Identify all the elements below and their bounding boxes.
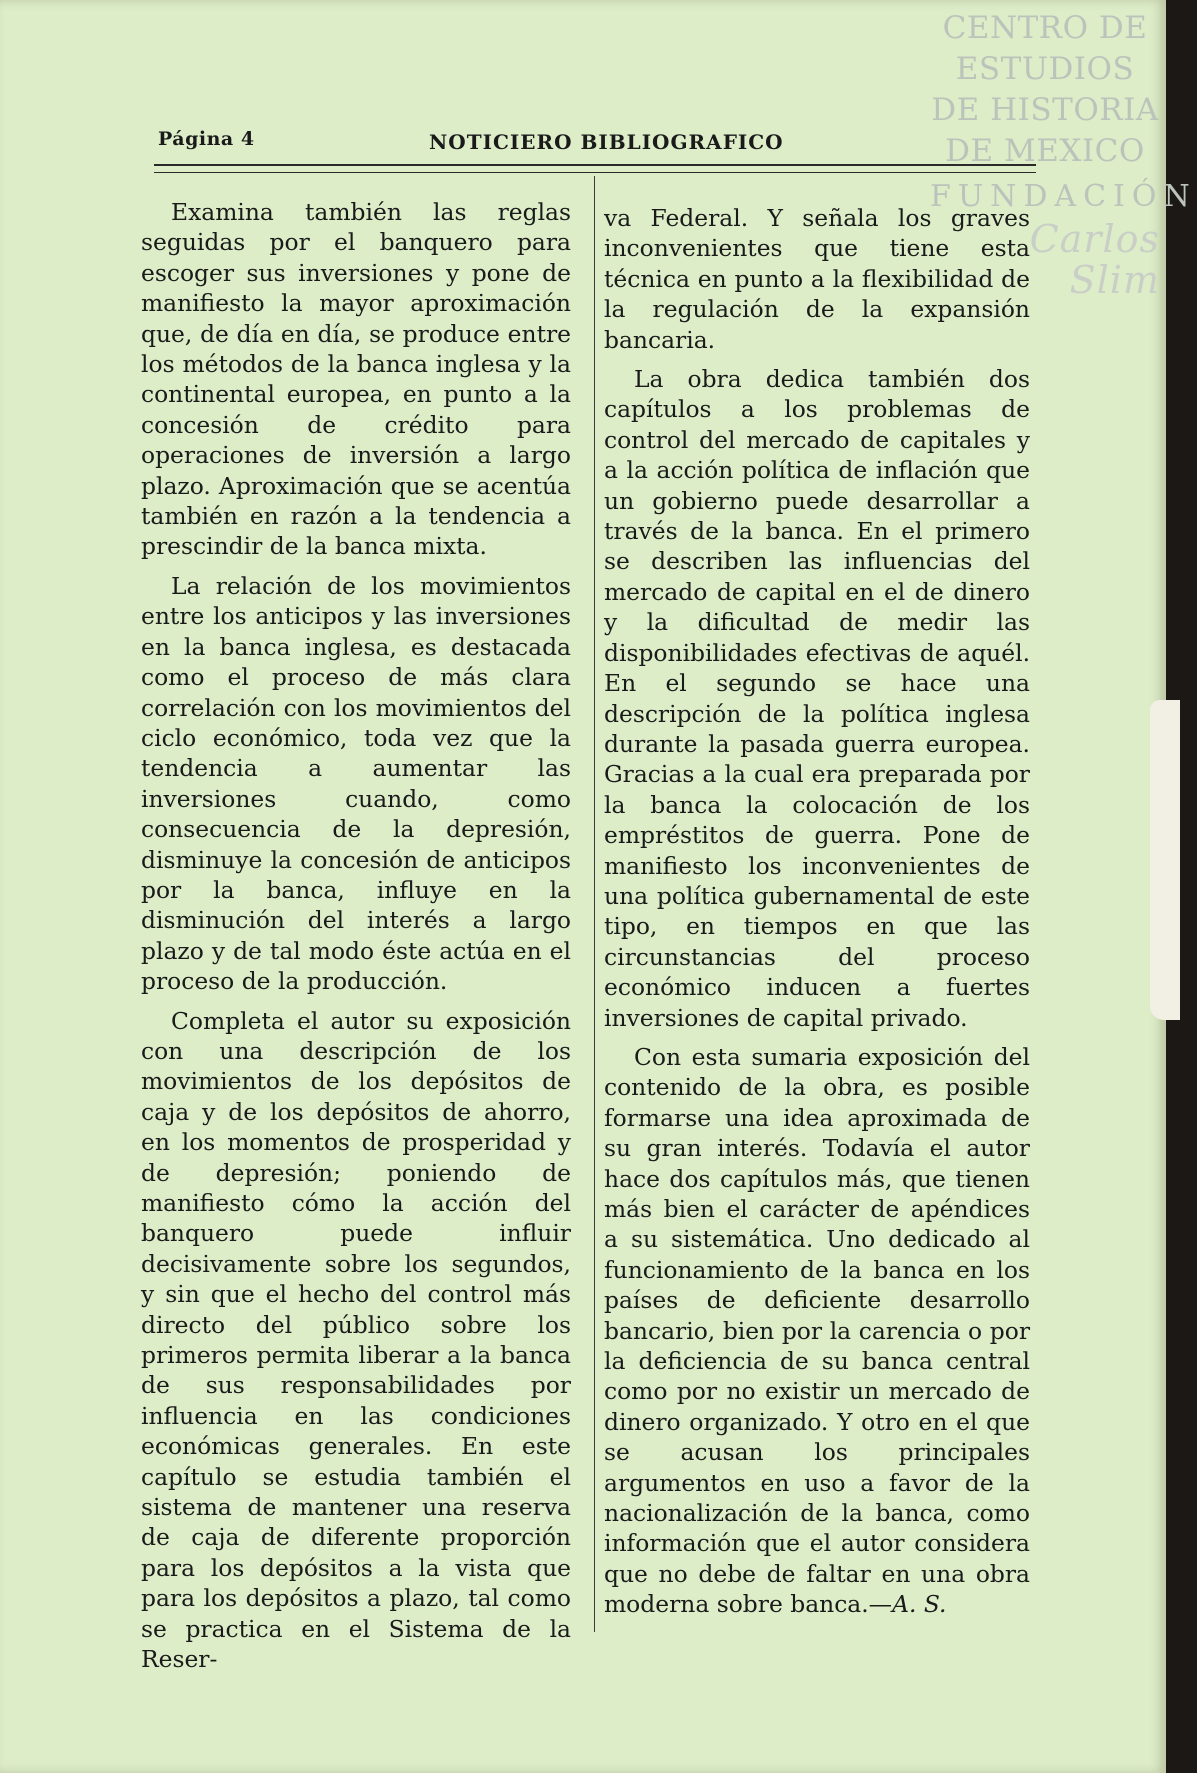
author-signature: A. S. bbox=[892, 1590, 947, 1619]
watermark-line: DE HISTORIA bbox=[931, 92, 1159, 128]
left-column bbox=[141, 197, 571, 1684]
watermark-foundation: FUNDACIÓN bbox=[930, 179, 1197, 214]
page-header bbox=[158, 126, 1034, 158]
publication-title: NOTICIERO BIBLIOGRAFICO bbox=[429, 130, 784, 154]
watermark-line: CENTRO DE bbox=[942, 10, 1148, 46]
paragraph bbox=[604, 1042, 1030, 1620]
paragraph: La relación de los movimientos entre los anticipos y las inversiones en la banca inglesa, es destacada como el proceso de más clara correlación con los movimientos del ciclo económico, toda vez que la tendencia a aumentar las inversiones cuando, como consecuencia de la depresión, disminuye la concesión de anticipos por la banca, influye en la disminución del interés a largo plazo y de tal modo éste actúa en el proceso de la producción. bbox=[141, 571, 571, 996]
paragraph: Examina también las reglas seguidas por el banquero para escoger sus inversiones y pone de manifiesto la mayor aproximación que, de día en día, se produce entre los métodos de la banca inglesa y la continental europea, en punto a la concesión de crédito para operaciones de inversión a largo plazo. Aproximación que se acentúa también en razón a la tendencia a prescindir de la banca mixta. bbox=[141, 198, 571, 561]
watermark-line: DE MEXICO bbox=[945, 133, 1145, 169]
watermark-signature: Carlos Slim bbox=[1029, 217, 1160, 302]
paragraph-text: Con esta sumaria exposición del contenido de la obra, es posible formarse una idea aproximada de su gran interés. Todavía el autor hace dos capítulos más, que tienen más bien el carácter de apéndices a su sistemática. Uno dedicado al funcionamiento de la banca en los países de deficiente desarrollo bancario, bien por la carencia o por la deficiencia de su banca central como por no existir un mercado de dinero organizado. Y otro en el que se acusan los principales argumentos en uso a favor de la nacionalización de la banca, como información que el autor considera que no debe de faltar en una obra moderna sobre banca.— bbox=[604, 1042, 1030, 1619]
right-column bbox=[604, 203, 1030, 1629]
column-divider bbox=[594, 176, 595, 1632]
paragraph: Completa el autor su exposición con una descripción de los movimientos de los depósitos de caja y de los depósitos de ahorro, en los momentos de prosperidad y de depresión; poniendo de manifiesto cómo la acción del banquero puede influir decisivamente sobre los segundos, y sin que el hecho del control más directo del público sobre los primeros permita liberar a la banca de sus responsabilidades por influencia en las condiciones económicas generales. En este capítulo se estudia también el sistema de mantener una reserva de caja de diferente proporción para los depósitos a la vista que para los depósitos a plazo, tal como se practica en el Sistema de la Reser- bbox=[141, 1006, 571, 1674]
header-rule bbox=[154, 164, 1036, 173]
paragraph: La obra dedica también dos capítulos a los problemas de control del mercado de capitales y a la acción política de inflación que un gobierno puede desarrollar a través de la banca. En el primero se describen las influencias del mercado de capital en el de dinero y la dificultad de medir las disponibilidades efectivas de aquél. En el segundo se hace una descripción de la política inglesa durante la pasada guerra europea. Gracias a la cual era preparada por la banca la colocación de los empréstitos de guerra. Pone de manifiesto los inconvenientes de una política gubernamental de este tipo, en tiempos en que las circunstancias del proceso económico inducen a fuertes inversiones de capital privado. bbox=[604, 365, 1030, 1032]
paragraph-continuation: va Federal. Y señala los graves inconvenientes que tiene esta técnica en punto a la flexibilidad de la regulación de la expansión bancaria. bbox=[604, 204, 1030, 354]
watermark-line: ESTUDIOS bbox=[955, 51, 1135, 87]
page-number: Página 4 bbox=[158, 128, 255, 150]
